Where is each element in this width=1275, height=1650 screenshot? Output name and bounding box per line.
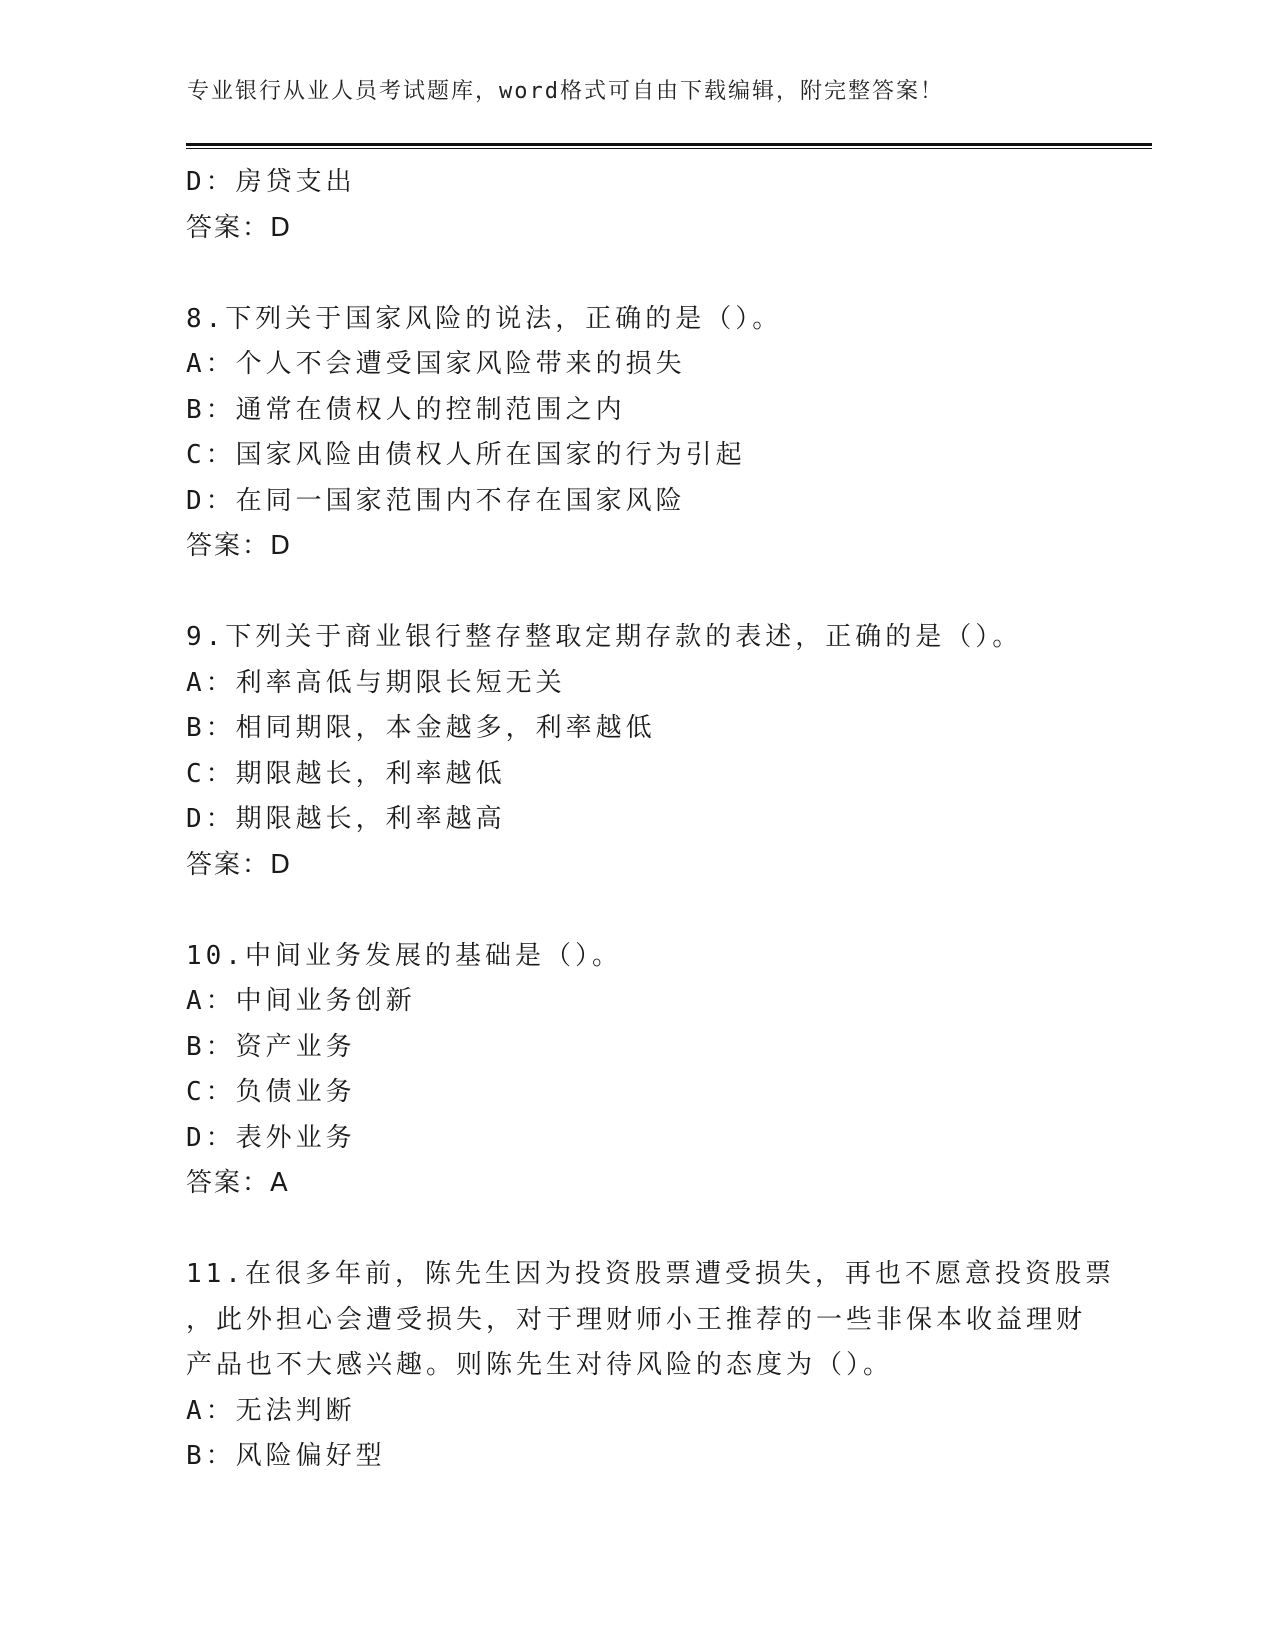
answer-line: 答案：D xyxy=(186,849,293,880)
spacer xyxy=(186,888,1086,934)
option-d: D：期限越长，利率越高 xyxy=(186,804,506,834)
question-stem: 8.下列关于国家风险的说法，正确的是（）。 xyxy=(186,303,783,334)
spacer xyxy=(186,1207,1086,1253)
option-a: A：利率高低与期限长短无关 xyxy=(186,667,566,698)
header-rule-thick xyxy=(186,143,1152,146)
answer-line: 答案：A xyxy=(186,1168,290,1198)
option-b: B：通常在债权人的控制范围之内 xyxy=(186,394,626,425)
question-stem: 10.中间业务发展的基础是（）。 xyxy=(186,940,622,971)
option-d: D：表外业务 xyxy=(186,1122,356,1153)
question-stem-line: 11.在很多年前，陈先生因为投资股票遭受损失，再也不愿意投资股票 xyxy=(186,1259,1115,1289)
option-b: B：相同期限，本金越多，利率越低 xyxy=(186,713,656,743)
option-b: B：资产业务 xyxy=(186,1031,356,1062)
answer-line: 答案：D xyxy=(186,212,293,243)
option-b: B：风险偏好型 xyxy=(186,1441,386,1471)
option-d: D：在同一国家范围内不存在国家风险 xyxy=(186,485,686,516)
question-stem-line: 产品也不大感兴趣。则陈先生对待风险的态度为（）。 xyxy=(186,1350,894,1380)
option-a: A：无法判断 xyxy=(186,1395,356,1426)
question-stem-line: ，此外担心会遭受损失，对于理财师小王推荐的一些非保本收益理财 xyxy=(186,1304,1087,1335)
option-d: D：房贷支出 xyxy=(186,167,356,197)
question-stem: 9.下列关于商业银行整存整取定期存款的表述，正确的是（）。 xyxy=(186,622,1023,652)
header-rule-thin xyxy=(186,148,1152,149)
option-c: C：负债业务 xyxy=(186,1077,356,1107)
option-a: A：中间业务创新 xyxy=(186,986,416,1016)
question-list xyxy=(186,160,1115,1480)
option-a: A：个人不会遭受国家风险带来的损失 xyxy=(186,349,686,379)
option-c: C：期限越长，利率越低 xyxy=(186,758,506,789)
option-c: C：国家风险由债权人所在国家的行为引起 xyxy=(186,440,746,470)
spacer xyxy=(186,570,1086,616)
answer-line: 答案：D xyxy=(186,531,293,561)
spacer xyxy=(186,251,1086,297)
page-header: 专业银行从业人员考试题库，word格式可自由下载编辑，附完整答案！ xyxy=(187,79,944,104)
